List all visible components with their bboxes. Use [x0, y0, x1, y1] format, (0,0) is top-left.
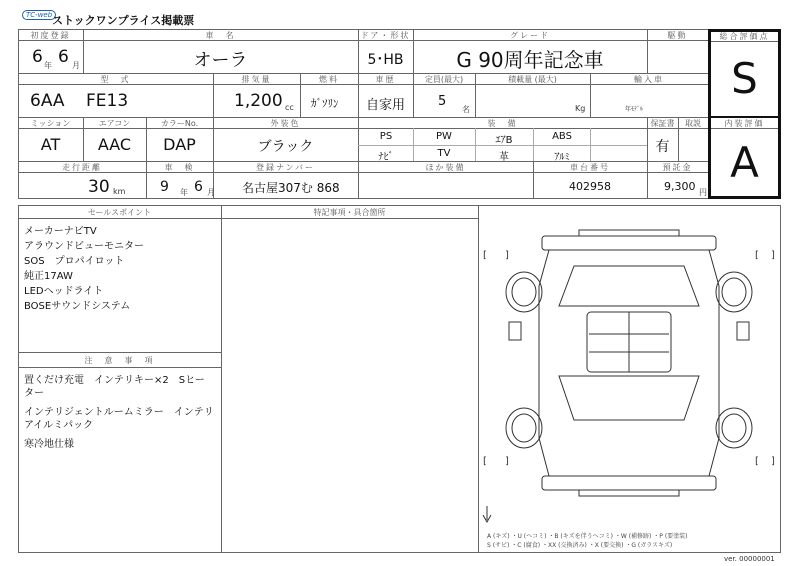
- sales-point-item: LEDヘッドライト: [24, 286, 104, 297]
- capacity-header: 定員(最大): [424, 75, 464, 84]
- payload-header: 積載量 (最大): [508, 75, 557, 84]
- mileage-value: 30: [88, 177, 110, 197]
- equipment-header: 装 備: [487, 119, 518, 128]
- history-value: 自家用: [365, 98, 405, 113]
- import-model-year-label: 年ﾓﾃﾞﾙ: [625, 106, 644, 113]
- exterior-color-value: ブラック: [257, 139, 314, 155]
- note-item: インテリジェントルームミラー インテリアイルミパック: [24, 407, 214, 431]
- deposit-unit: 円: [699, 188, 707, 197]
- sales-points-list: [24, 224, 218, 314]
- equipment-tv: TV: [437, 148, 451, 159]
- equipment-navi: ﾅﾋﾞ: [378, 152, 394, 163]
- inspection-year-unit: 年: [180, 188, 188, 197]
- displacement-value: 1,200: [234, 91, 283, 111]
- legend-line-1: A (キズ) ・U (ヘコミ) ・B (キズを伴うヘコミ) ・W (補修跡) ・P (要塗装): [487, 533, 688, 540]
- deposit-value: 9,300: [664, 180, 696, 193]
- other-equipment-header: ほか装備: [425, 163, 466, 172]
- note-item: 置くだけ充電 インテリキー×2 Sヒーター: [24, 375, 205, 399]
- doors-shape-header: ドア・形状: [360, 31, 411, 40]
- inspection-month-unit: 月: [207, 188, 215, 197]
- plate-header: 登録ナンバー: [255, 163, 316, 172]
- model-type-header: 型 式: [100, 75, 131, 84]
- import-header: 輸入車: [634, 75, 664, 84]
- model-code: FE13: [86, 91, 129, 111]
- equipment-alloy: ｱﾙﾐ: [554, 152, 570, 163]
- equipment-abs: ABS: [552, 131, 572, 142]
- svg-text:[: [: [483, 456, 487, 467]
- car-damage-diagram: [479, 206, 780, 552]
- equipment-airbag: ｴｱB: [495, 135, 513, 146]
- first-reg-header: 初度登録: [30, 31, 71, 40]
- fuel-header: 燃料: [319, 75, 339, 84]
- svg-text:[: [: [483, 250, 487, 261]
- remarks-header: 特記事項・具合箇所: [313, 208, 386, 217]
- svg-text:]: ]: [505, 250, 509, 261]
- grade-value: G 90周年記念車: [456, 48, 604, 72]
- first-reg-year-unit: 年: [44, 61, 52, 70]
- inspection-year: 9: [160, 179, 169, 195]
- notes-header: 注 意 事 項: [84, 356, 155, 365]
- chassis-no-header: 車台番号: [570, 163, 610, 172]
- first-reg-month-unit: 月: [72, 61, 80, 70]
- chassis-no-value: 402958: [569, 180, 611, 193]
- color-no-value: DAP: [163, 135, 196, 154]
- svg-text:]: ]: [771, 456, 775, 467]
- inspection-month: 6: [194, 179, 203, 195]
- equipment-pw: PW: [436, 131, 452, 142]
- deposit-header: 預託金: [662, 163, 693, 172]
- engine-code: 6AA: [30, 91, 65, 111]
- capacity-value: 5: [438, 94, 447, 109]
- sales-point-item: BOSEサウンドシステム: [24, 301, 131, 312]
- capacity-unit: 名: [462, 105, 470, 114]
- note-item: 寒冷地仕様: [24, 439, 74, 450]
- overall-eval-header: 総合評価点: [719, 32, 770, 41]
- mileage-header: 走行距離: [62, 163, 102, 172]
- manual-header: 取説: [685, 119, 701, 128]
- plate-value: 名古屋307む 868: [242, 181, 340, 195]
- document-title: ストックワンプライス掲載票: [52, 14, 195, 27]
- interior-eval-value: A: [730, 138, 759, 187]
- svg-text:]: ]: [505, 456, 509, 467]
- model-name-value: オーラ: [193, 50, 248, 71]
- first-reg-month: 6: [58, 47, 69, 67]
- version-label: ver. 00000001: [724, 555, 775, 563]
- interior-eval-header: 内装評価: [724, 119, 765, 128]
- sales-points-header: セールスポイント: [87, 208, 152, 217]
- car-outline-icon: [506, 230, 752, 496]
- diagram-legend: [487, 532, 688, 549]
- svg-text:]: ]: [771, 250, 775, 261]
- drive-header: 駆動: [667, 31, 688, 40]
- aircon-header: エアコン: [98, 119, 131, 128]
- history-header: 車歴: [375, 75, 396, 84]
- sales-point-item: 純正17AW: [24, 271, 73, 282]
- displacement-header: 排気量: [241, 75, 272, 84]
- payload-unit: Kg: [575, 104, 586, 113]
- grade-header: グレード: [510, 31, 550, 40]
- fuel-value: ｶﾞｿﾘﾝ: [311, 97, 339, 110]
- equipment-ps: PS: [379, 131, 393, 142]
- notes-list: [24, 374, 214, 451]
- mileage-unit: km: [113, 187, 126, 196]
- exterior-color-header: 外装色: [270, 119, 301, 128]
- aircon-value: AAC: [97, 135, 132, 154]
- svg-text:[: [: [755, 250, 759, 261]
- legend-line-2: S (サビ) ・C (腐食) ・XX (交換済み) ・X (要交換) ・G (ガラスキズ): [487, 542, 673, 549]
- transmission-value: AT: [40, 135, 61, 154]
- displacement-unit: cc: [285, 103, 294, 112]
- color-no-header: カラーNo.: [160, 119, 199, 128]
- svg-text:[: [: [755, 456, 759, 467]
- first-reg-year: 6: [32, 47, 43, 67]
- inspection-header: 車 検: [164, 163, 195, 172]
- brand-logo: TC-web: [22, 10, 56, 20]
- doors-shape-value: 5･HB: [367, 52, 404, 68]
- model-name-header: 車 名: [205, 31, 236, 40]
- sales-point-item: メーカーナビTV: [24, 226, 97, 237]
- arrow-marker-icon: [483, 506, 491, 522]
- sales-point-item: アラウンドビューモニター: [24, 241, 144, 252]
- transmission-header: ミッション: [30, 119, 71, 128]
- sales-point-item: SOS プロパイロット: [24, 256, 125, 267]
- equipment-leather: 革: [499, 152, 509, 163]
- warranty-header: 保証書: [650, 119, 675, 128]
- overall-eval-value: S: [731, 54, 758, 103]
- warranty-value: 有: [655, 139, 670, 155]
